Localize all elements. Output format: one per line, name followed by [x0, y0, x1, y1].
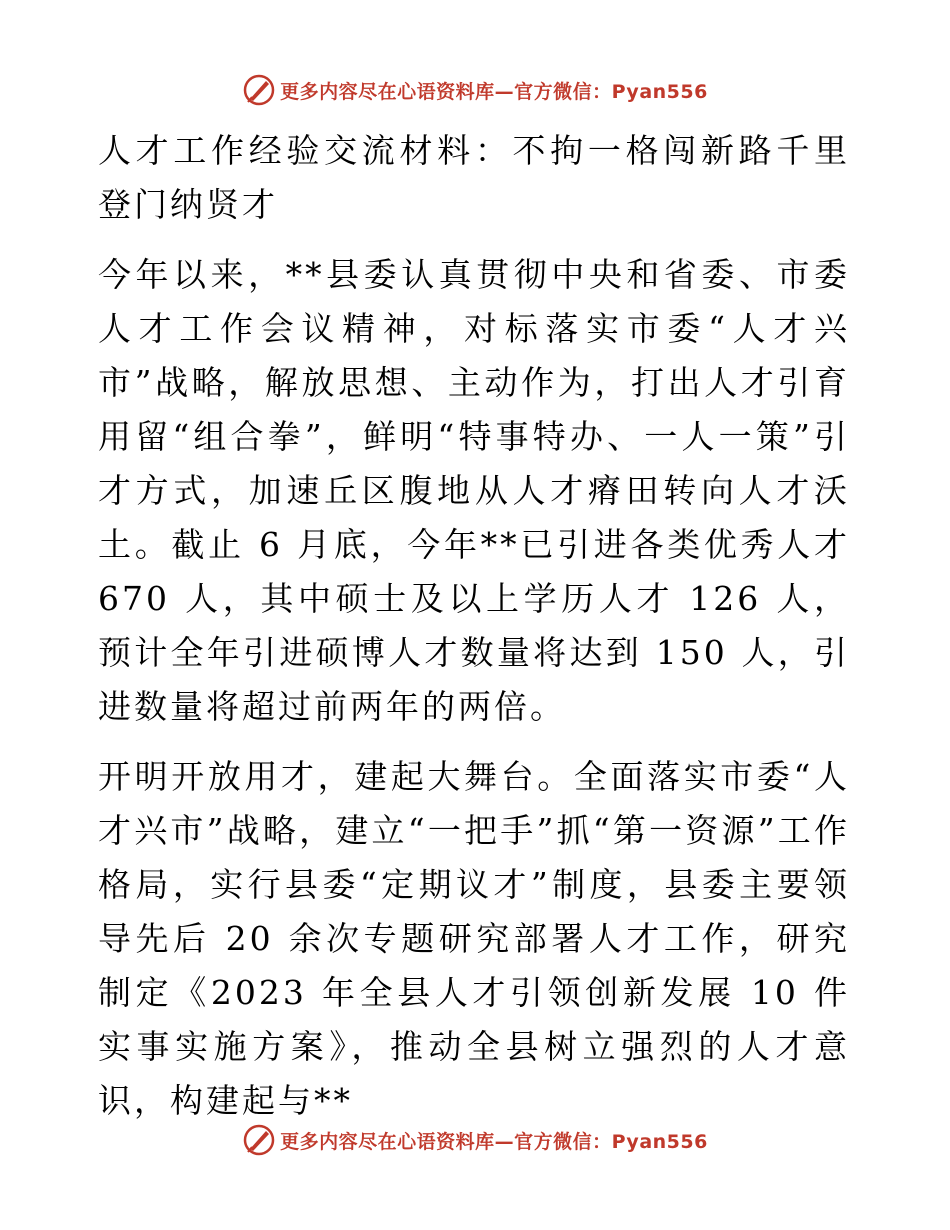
quill-logo-icon: [242, 1123, 276, 1157]
document-body: [98, 124, 850, 1144]
document-title: 人才工作经验交流材料：不拘一格闯新路千里登门纳贤才: [98, 131, 850, 224]
watermark-text: 更多内容尽在心语资料库—官方微信：Pyan556: [280, 1130, 708, 1153]
quill-logo-icon: [242, 73, 276, 107]
paragraph-1: 今年以来，**县委认真贯彻中央和省委、市委人才工作会议精神，对标落实市委“人才兴市”战略，解放思想、主动作为，打出人才引育用留“组合拳”，鲜明“特事特办、一人一策”引才方式，加速丘区腹地从人才瘠田转向人才沃土。截止 6 月底，今年**已引进各类优秀人才 670 人，其中硕士及以上学历人才 126 人，预计全年引进硕博人才数量将达到 150 人，引进数量将超过前两年的两倍。: [98, 255, 850, 726]
paragraph-2: 开明开放用才，建起大舞台。全面落实市委“人才兴市”战略，建立“一把手”抓“第一资源”工作格局，实行县委“定期议才”制度，县委主要领导先后 20 余次专题研究部署人才工作，研究制定《2023 年全县人才引领创新发展 10 件实事实施方案》，推动全县树立强烈的人才意识，构建起与**: [98, 757, 850, 1120]
watermark-text: 更多内容尽在心语资料库—官方微信：Pyan556: [280, 80, 708, 103]
footer-watermark: [0, 1120, 950, 1160]
header-watermark: [0, 70, 950, 110]
